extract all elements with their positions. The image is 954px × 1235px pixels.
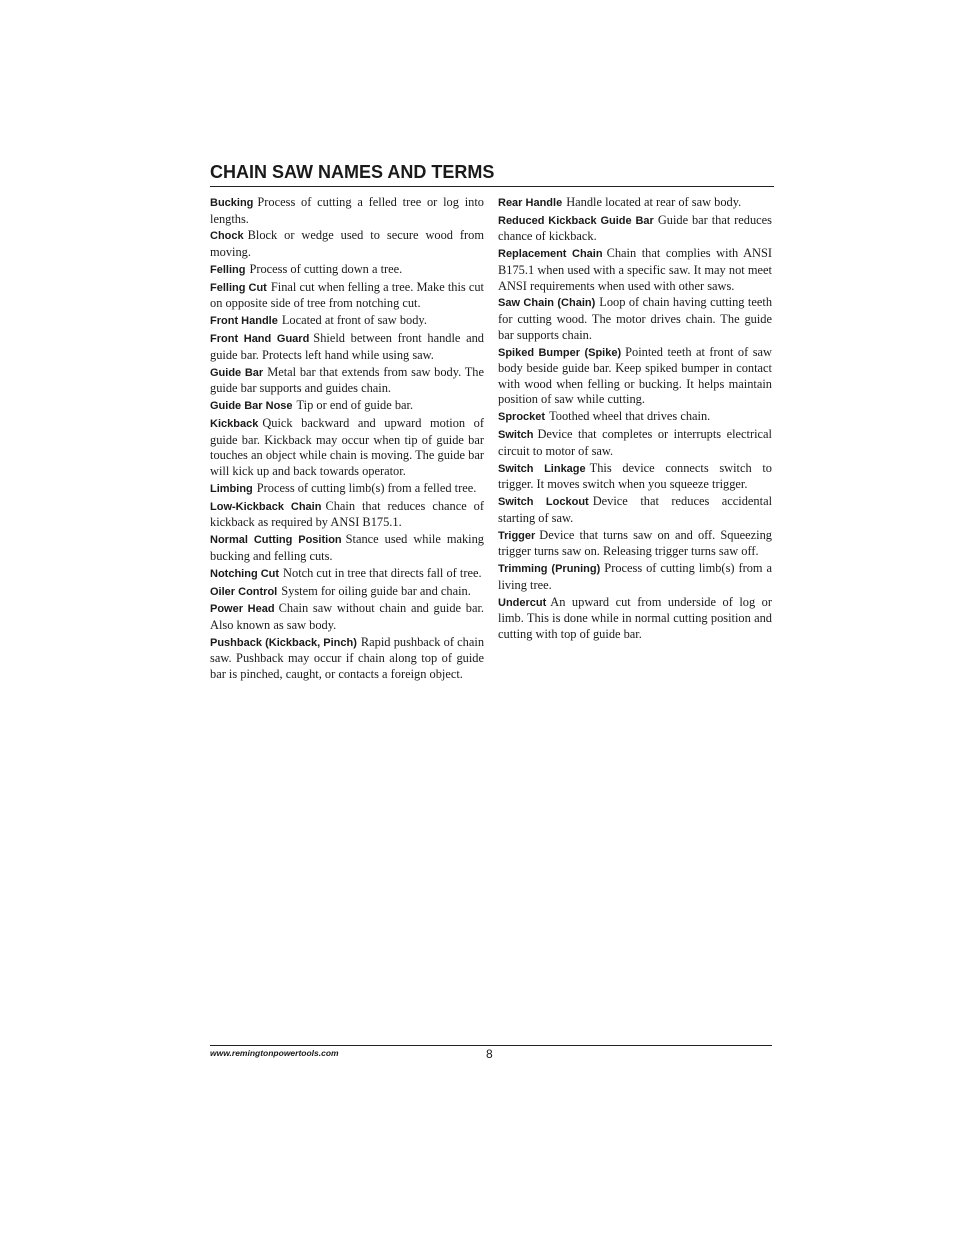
glossary-entry	[210, 416, 484, 479]
glossary-term: Low-Kickback Chain	[210, 500, 322, 513]
footer-url: www.remingtonpowertools.com	[210, 1048, 339, 1058]
glossary-definition: System for oiling guide bar and chain.	[281, 583, 471, 598]
glossary-definition: Chain saw without chain and guide bar. Also known as saw body.	[210, 601, 484, 632]
glossary-definition: Tip or end of guide bar.	[296, 398, 414, 413]
glossary-definition: Device that reduces accidental starting of saw.	[498, 494, 773, 525]
glossary-entry	[210, 481, 484, 498]
glossary-term: Front Hand Guard	[210, 333, 310, 346]
glossary-term: Undercut	[498, 596, 547, 609]
glossary-definition: Process of cutting down a tree.	[249, 261, 403, 276]
glossary-definition: Rapid pushback of chain saw. Pushback may occur if chain along top of guide bar is pinched, caught, or contacts a foreign object.	[210, 634, 485, 682]
glossary-entry	[210, 195, 484, 227]
glossary-term: Saw Chain (Chain)	[498, 297, 596, 310]
glossary-definition: Device that turns saw on and off. Squeezing trigger turns saw on. Releasing trigger turns saw off.	[498, 527, 772, 559]
glossary-term: Sprocket	[498, 411, 546, 424]
glossary-entry	[498, 595, 772, 643]
glossary-definition: Located at front of saw body.	[281, 313, 427, 328]
glossary-term: Chock	[210, 230, 244, 243]
glossary-entry	[498, 246, 772, 294]
glossary-term: Guide Bar	[210, 366, 264, 379]
glossary-definition: Device that completes or interrupts electrical circuit to motor of saw.	[498, 427, 772, 458]
footer-divider	[210, 1045, 772, 1046]
glossary-definition: Pointed teeth at front of saw body beside guide bar. Keep spiked bumper in contact with wood when felling or bucking. It helps maintain position of saw while cutting.	[498, 344, 772, 407]
glossary-term: Switch Lockout	[498, 496, 589, 509]
glossary-definition: This device connects switch to trigger. It moves switch when you squeeze trigger.	[498, 460, 772, 492]
glossary-entry	[498, 494, 772, 526]
glossary-entry	[498, 295, 772, 343]
glossary-term: Switch Linkage	[498, 462, 586, 475]
glossary-term: Guide Bar Nose	[210, 400, 293, 413]
glossary-term: Oiler Control	[210, 585, 278, 598]
glossary-term: Spiked Bumper (Spike)	[498, 346, 622, 359]
glossary-definition: Notch cut in tree that directs fall of tree.	[283, 565, 482, 580]
glossary-definition: Block or wedge used to secure wood from moving.	[210, 228, 484, 260]
glossary-definition: Chain that reduces chance of kickback as required by ANSI B175.1.	[210, 498, 484, 530]
glossary-entry	[498, 461, 772, 493]
page-number: 8	[486, 1047, 493, 1061]
glossary-entry	[210, 228, 484, 260]
glossary-term: Power Head	[210, 603, 275, 616]
glossary-definition: Metal bar that extends from saw body. The guide bar supports and guides chain.	[210, 364, 484, 396]
glossary-term: Trimming (Pruning)	[498, 563, 601, 576]
glossary-definition: Quick backward and upward motion of guide bar. Kickback may occur when tip of guide bar touches an object while chain is moving. The guide bar will kick up and back towards operator.	[210, 416, 484, 478]
glossary-definition: Shield between front handle and guide bar. Protects left hand while using saw.	[210, 331, 485, 362]
glossary-definition: Chain that complies with ANSI B175.1 when used with a specific saw. It may not meet ANSI requirements when used with other saws.	[498, 246, 772, 293]
glossary-term: Rear Handle	[498, 197, 563, 209]
glossary-definition: Process of cutting limb(s) from a felled tree.	[256, 480, 477, 495]
glossary-definition: Process of cutting a felled tree or log into lengths.	[210, 195, 484, 226]
glossary-term: Felling Cut	[210, 281, 267, 294]
glossary-entry	[210, 331, 484, 363]
glossary-definition: Handle located at rear of saw body.	[566, 195, 742, 209]
glossary-definition: Stance used while making bucking and felling cuts.	[210, 532, 484, 563]
glossary-entry	[210, 499, 484, 531]
glossary-definition: Process of cutting limb(s) from a living tree.	[498, 561, 772, 592]
glossary-definition: Guide bar that reduces chance of kickback.	[498, 212, 772, 244]
page-title: CHAIN SAW NAMES AND TERMS	[210, 162, 774, 187]
glossary-definition: Final cut when felling a tree. Make this cut on opposite side of tree from notching cut.	[210, 279, 485, 311]
glossary-term: Limbing	[210, 482, 253, 495]
glossary-term: Notching Cut	[210, 567, 280, 580]
left-column	[210, 195, 484, 684]
glossary-definition: Loop of chain having cutting teeth for cutting wood. The motor drives chain. The guide bar supports chain.	[498, 295, 773, 342]
glossary-entry	[210, 532, 484, 564]
glossary-entry	[498, 409, 772, 426]
glossary-entry	[210, 262, 484, 279]
glossary-entry	[210, 635, 484, 683]
glossary-term: Bucking	[210, 197, 254, 209]
glossary-entry	[210, 313, 484, 330]
glossary-entry	[210, 280, 484, 312]
glossary-term: Normal Cutting Position	[210, 534, 342, 547]
glossary-entry	[498, 195, 772, 212]
glossary-term: Replacement Chain	[498, 248, 603, 261]
glossary-entry	[210, 584, 484, 601]
glossary-term: Felling	[210, 263, 246, 276]
glossary-term: Pushback (Kickback, Pinch)	[210, 636, 357, 649]
glossary-definition: Toothed wheel that drives chain.	[549, 409, 711, 424]
glossary-entry	[498, 561, 772, 593]
glossary-entry	[498, 427, 772, 459]
glossary-entry	[498, 345, 772, 408]
glossary-definition: An upward cut from underside of log or limb. This is done while in normal cutting position and cutting with top of guide bar.	[498, 594, 772, 641]
glossary-term: Switch	[498, 429, 534, 442]
glossary-term: Trigger	[498, 529, 536, 542]
glossary-entry	[210, 365, 484, 397]
glossary-entry	[210, 601, 484, 633]
right-column	[498, 195, 772, 644]
glossary-term: Kickback	[210, 418, 259, 431]
glossary-term: Front Handle	[210, 315, 278, 328]
glossary-entry	[210, 398, 484, 415]
glossary-entry	[498, 213, 772, 245]
glossary-entry	[210, 566, 484, 583]
glossary-term: Reduced Kickback Guide Bar	[498, 214, 654, 227]
glossary-entry	[498, 528, 772, 560]
